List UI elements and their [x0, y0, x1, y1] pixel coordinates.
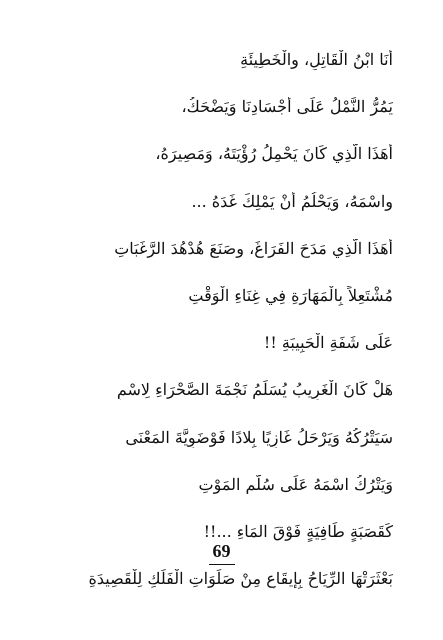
poem-line: هَلْ كَانَ الْغَرِيبُ يُسَلِّمُ نَجْمَةَ الصَّحْرَاءِ لِاسْمٍ	[116, 380, 393, 400]
poem-line: عَلَى شَفَةِ الْحَبِيبَةِ !!	[263, 333, 393, 353]
poem-line: بَعْثَرَتْهَا الرِّيَاحُ بِإِيقَاعٍ مِنْ صَلَوَاتِ الْفَلَكِ لِلْقَصِيدَةِ	[88, 569, 393, 589]
poem-text	[48, 50, 393, 616]
page-footer	[0, 540, 443, 565]
page-number: 69	[209, 540, 235, 565]
poem-line: وَيَتْرُكُ اسْمَهُ عَلَى سُلَّمِ المَوْتِ	[198, 474, 393, 494]
poem-line: مُشْتَعِلاً بِالْمَهَارَةِ فِي غِنَاءِ الْوَقْتِ	[188, 285, 393, 305]
poem-line: كَقَصَبَةٍ طَافِيَةٍ فَوْقَ المَاءِ ...!!	[203, 521, 393, 541]
poem-line: أَنَا ابْنُ الْقَاتِلِ، والْخَطِيئَةِ	[240, 50, 393, 69]
poem-line: سَيَتْرُكُهُ وَيَرْحَلُ غَازِيًا بِلادًا فَوْضَوِيَّةَ المَعْنَى	[125, 427, 393, 447]
poem-line: واسْمَهُ، وَيَحْلُمُ أَنْ يَمْلِكَ غَدَهُ ...	[191, 191, 393, 211]
poem-line: أَهَذَا الَّذِي مَدَحَ الفَرَاغَ، وصَنَعَ هُدْهُدَ الرَّغَبَاتِ	[114, 238, 393, 258]
poem-line: أَهَذَا الَّذِي كَانَ يَحْمِلُ رُؤْيَتَهُ، وَمَصِيرَهُ،	[155, 144, 393, 164]
poem-line: يَمُرُّ النَّمْلُ عَلَى أَجْسَادِنَا وَيَضْحَكُ،	[181, 97, 393, 117]
